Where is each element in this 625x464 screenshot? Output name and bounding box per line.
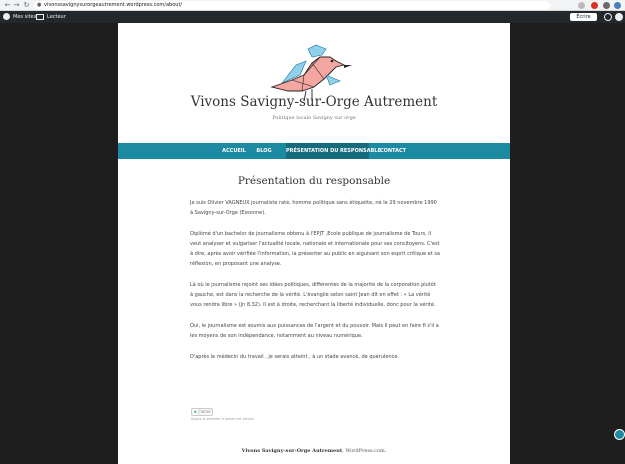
page-container [118, 23, 510, 464]
paragraph: Là où le journalisme rejoint ses idées politiques, différentes de la majorité de la corporation plutôt à gauche, est dans la recherche de la vérité. L'évangile selon saint Jean dit en effet : « La vérité vous rendra libre » (Jn 8,32). Il est à droite, recherchant la liberté individuelle, donc pour la vérité. [190, 282, 436, 308]
reader-button[interactable] [36, 11, 66, 23]
like-button[interactable] [191, 408, 213, 416]
reader-icon [36, 14, 44, 20]
lock-icon: ● [37, 2, 42, 8]
paragraph: Diplômé d'un bachelor de journalisme obtenu à l'EPJT ,Ecole publique de journalisme de Tours, il veut analyser et vulgariser l'actualité locale, nationale et internationale pour ses concitoyens. C'est à dire, après avoir vérifiée l'information, la présenter au public en aiguisant son esprit critique et sa réflexion, en proposant une analyse. [190, 231, 440, 267]
footer-site-link[interactable]: Vivons Savigny-sur-Orge Autrement [241, 448, 343, 454]
site-footer [118, 448, 510, 454]
my-sites-label: Mes sites [13, 14, 37, 20]
write-button[interactable] [570, 13, 597, 21]
wordpress-logo-icon [3, 13, 10, 20]
address-bar[interactable] [34, 1, 550, 10]
back-icon[interactable]: ← [4, 1, 11, 9]
menu-item-contact[interactable]: CONTACT [379, 148, 407, 154]
url-text: vivonssavignysurorgeautrement.wordpress.com/about/ [44, 2, 183, 8]
main-navigation [118, 143, 510, 159]
page-content [190, 198, 440, 373]
page-title: Présentation du responsable [237, 175, 391, 187]
write-label: Écrire [576, 14, 591, 20]
like-note: Soyez le premier à aimer cet article. [191, 417, 255, 421]
menu-item-presentation[interactable]: PRÉSENTATION DU RESPONSABLE [286, 143, 369, 159]
paragraph: D'après le médecin du travail , je serais atteint , à un stade avancé, de quérulence. [190, 354, 400, 360]
paragraph: Je suis Olivier VAGNEUX journaliste raté, homme politique sans étiquette, né le 29 novembre 1990 à Savigny-sur-Orge (Essonne). [190, 200, 437, 216]
browser-toolbar [0, 0, 625, 11]
menu-item-blog[interactable]: BLOG [256, 148, 272, 154]
notifications-icon[interactable] [615, 13, 623, 21]
site-title[interactable]: Vivons Savigny-sur-Orge Autrement [190, 94, 438, 110]
menu-item-accueil[interactable]: ACCUEIL [222, 148, 246, 154]
wp-admin-bar [0, 11, 625, 23]
my-sites-button[interactable] [3, 11, 36, 23]
paragraph: Oui, le journalisme est soumis aux puissances de l'argent et du pouvoir. Mais il peut en faire fi s'il a les moyens de son indépendance, notamment au niveau numérique. [190, 323, 439, 339]
user-avatar-icon[interactable] [604, 13, 612, 21]
like-label: J'aime [198, 409, 211, 414]
bookmark-star-icon[interactable] [578, 2, 585, 9]
forward-icon[interactable]: → [13, 1, 20, 9]
profile-avatar-icon[interactable] [614, 2, 621, 9]
extension-icon[interactable] [591, 2, 598, 9]
extension-icon-2[interactable] [603, 2, 610, 9]
footer-powered[interactable]: , WordPress.com. [342, 448, 387, 454]
site-tagline: Politique locale Savigny sur orge [272, 115, 356, 121]
star-icon: ★ [193, 409, 198, 414]
reload-icon[interactable]: ↻ [23, 1, 30, 9]
follow-button-icon[interactable] [614, 429, 625, 440]
reader-label: Lecteur [47, 14, 66, 20]
